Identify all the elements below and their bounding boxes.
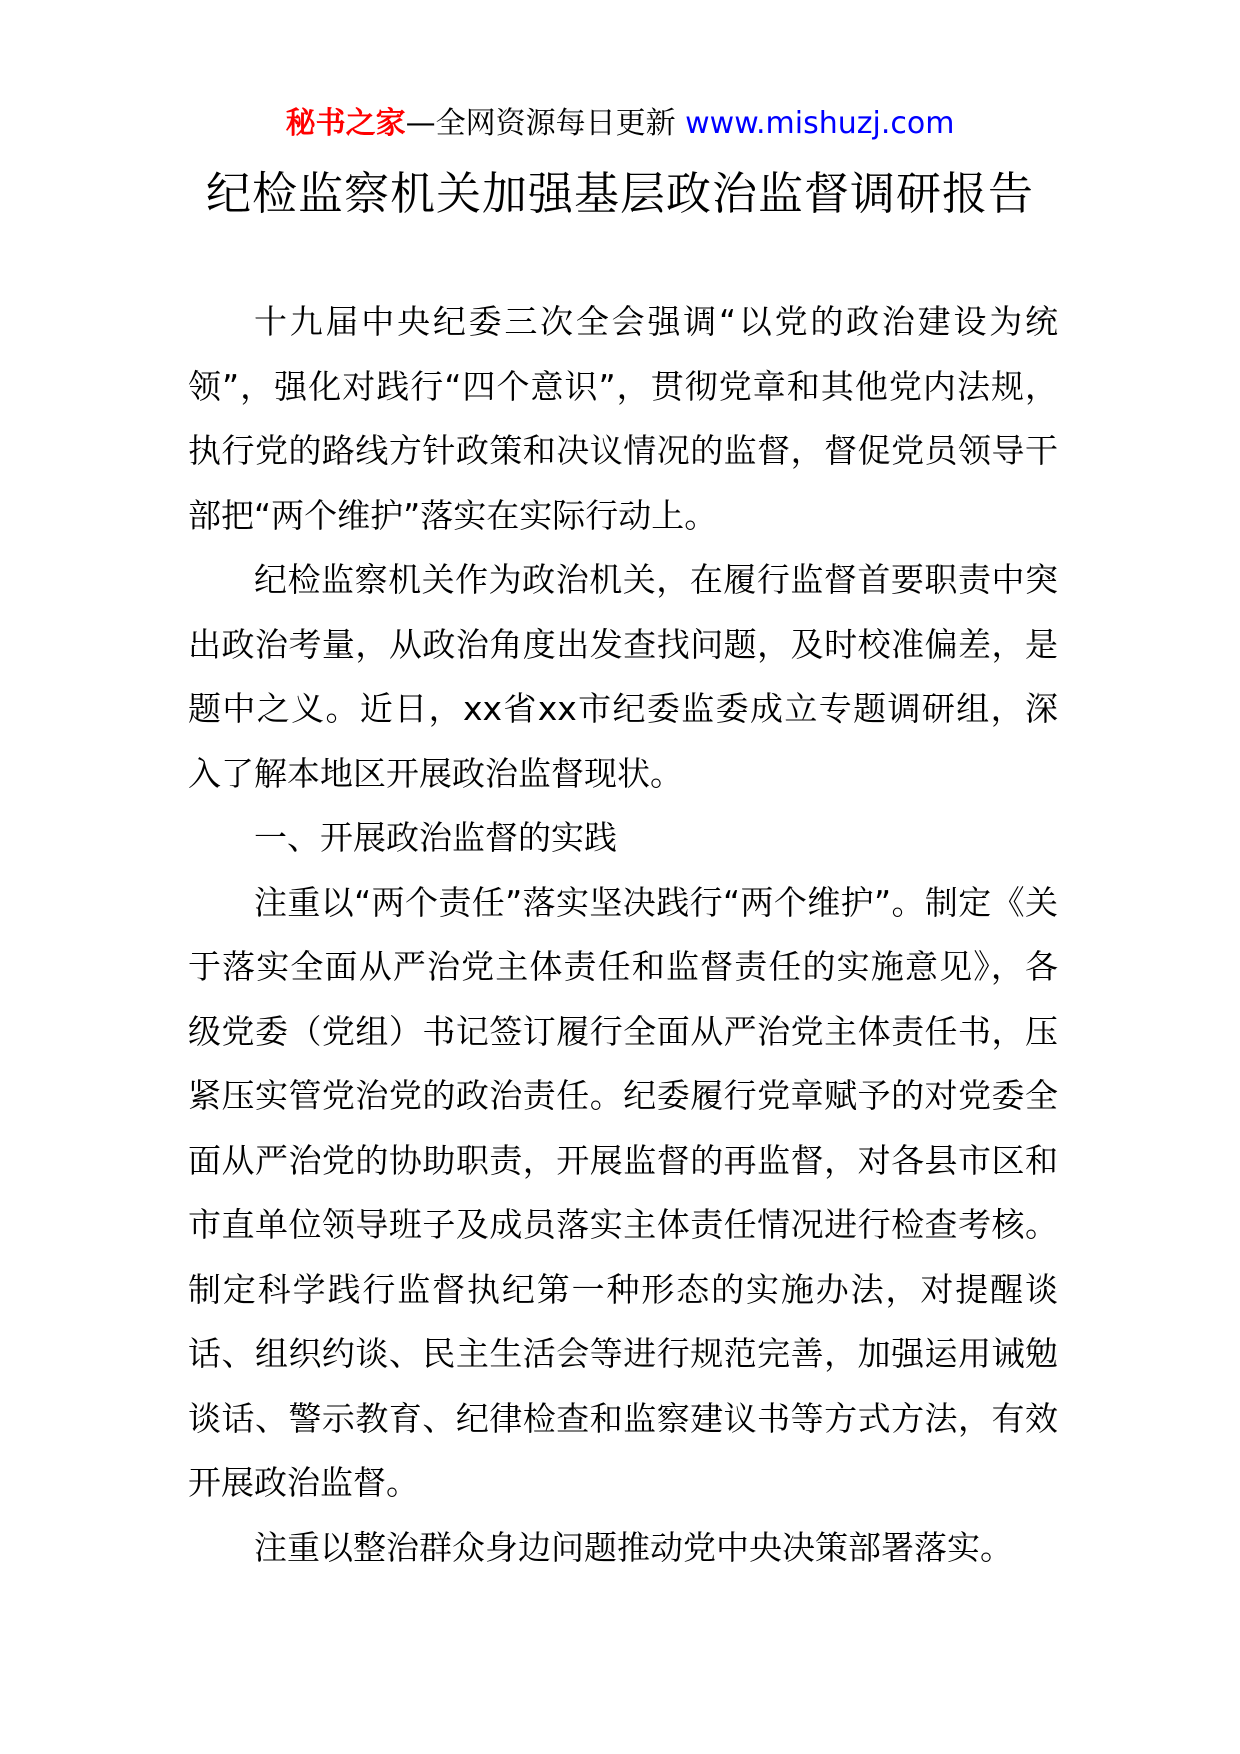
site-slogan: —全网资源每日更新 (405, 106, 686, 141)
document-title: 纪检监察机关加强基层政治监督调研报告 (205, 167, 1034, 220)
site-url-link[interactable]: www.mishuzj.com (685, 106, 955, 141)
paragraph-background: 纪检监察机关作为政治机关，在履行监督首要职责中突出政治考量，从政治角度出发查找问题，及时校准偏差，是题中之义。近日，xx省xx市纪委监委成立专题调研组，深入了解本地区开展政治监督现状。 (188, 560, 1058, 793)
section-heading: 一、开展政治监督的实践 (254, 818, 617, 857)
paragraph-two-responsibilities: 注重以“两个责任”落实坚决践行“两个维护”。制定《关于落实全面从严治党主体责任和监督责任的实施意见》，各级党委（党组）书记签订履行全面从严治党主体责任书，压紧压实管党治党的政治责任。纪委履行党章赋予的对党委全面从严治党的协助职责，开展监督的再监督，对各县市区和市直单位领导班子及成员落实主体责任情况进行检查考核。制定科学践行监督执纪第一种形态的实施办法，对提醒谈话、组织约谈、民主生活会等进行规范完善，加强运用诫勉谈话、警示教育、纪律检查和监察建议书等方式方法，有效开展政治监督。 (188, 882, 1058, 1502)
document-body (188, 290, 1058, 1580)
site-name: 秘书之家 (285, 106, 406, 141)
paragraph-grassroots-issues: 注重以整治群众身边问题推动党中央决策部署落实。 (254, 1527, 1013, 1567)
site-header (0, 102, 1240, 146)
paragraph-intro: 十九届中央纪委三次全会强调“以党的政治建设为统领”，强化对践行“四个意识”，贯彻党章和其他党内法规，执行党的路线方针政策和决议情况的监督，督促党员领导干部把“两个维护”落实在实际行动上。 (188, 302, 1058, 535)
